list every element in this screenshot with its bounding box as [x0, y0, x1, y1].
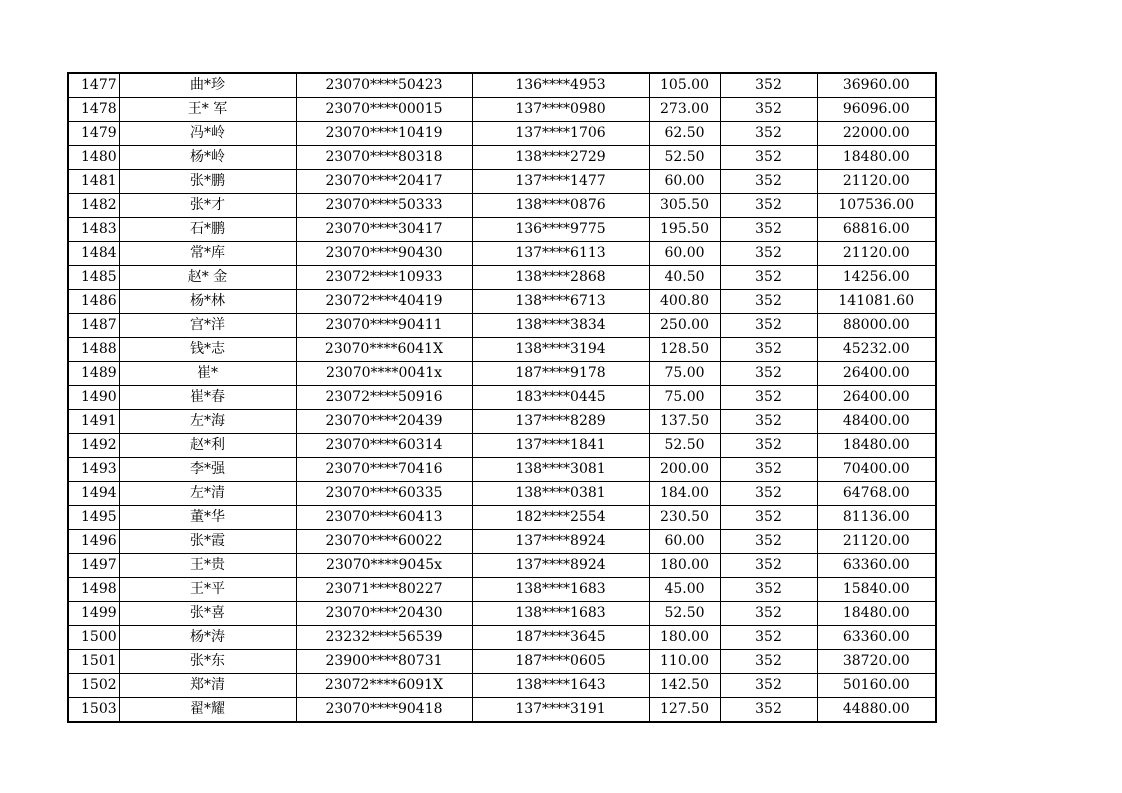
id-number-cell: 23232****56539 [296, 626, 472, 650]
phone-cell: 138****3834 [472, 314, 649, 338]
amount-cell: 21120.00 [817, 242, 936, 266]
row-number-cell: 1488 [68, 338, 119, 362]
id-number-cell: 23070****50423 [296, 73, 472, 98]
id-number-cell: 23070****60335 [296, 482, 472, 506]
rate-cell: 352 [720, 146, 817, 170]
id-number-cell: 23070****90430 [296, 242, 472, 266]
name-cell: 赵* 金 [119, 266, 296, 290]
name-cell: 郑*清 [119, 674, 296, 698]
area-cell: 110.00 [649, 650, 720, 674]
name-cell: 张*喜 [119, 602, 296, 626]
row-number-cell: 1491 [68, 410, 119, 434]
name-cell: 曲*珍 [119, 73, 296, 98]
row-number-cell: 1496 [68, 530, 119, 554]
rate-cell: 352 [720, 458, 817, 482]
name-cell: 张*东 [119, 650, 296, 674]
table-row [68, 218, 936, 242]
phone-cell: 137****8289 [472, 410, 649, 434]
id-number-cell: 23070****50333 [296, 194, 472, 218]
id-number-cell: 23070****80318 [296, 146, 472, 170]
rate-cell: 352 [720, 73, 817, 98]
phone-cell: 187****3645 [472, 626, 649, 650]
table-row [68, 242, 936, 266]
amount-cell: 22000.00 [817, 122, 936, 146]
id-number-cell: 23070****70416 [296, 458, 472, 482]
id-number-cell: 23070****20417 [296, 170, 472, 194]
area-cell: 184.00 [649, 482, 720, 506]
table-row [68, 578, 936, 602]
phone-cell: 187****0605 [472, 650, 649, 674]
table-body [68, 73, 936, 722]
row-number-cell: 1489 [68, 362, 119, 386]
phone-cell: 138****1683 [472, 578, 649, 602]
name-cell: 张*鹏 [119, 170, 296, 194]
name-cell: 张*霞 [119, 530, 296, 554]
amount-cell: 21120.00 [817, 170, 936, 194]
row-number-cell: 1502 [68, 674, 119, 698]
phone-cell: 136****4953 [472, 73, 649, 98]
amount-cell: 26400.00 [817, 386, 936, 410]
phone-cell: 138****2729 [472, 146, 649, 170]
name-cell: 杨*林 [119, 290, 296, 314]
rate-cell: 352 [720, 602, 817, 626]
row-number-cell: 1479 [68, 122, 119, 146]
area-cell: 200.00 [649, 458, 720, 482]
name-cell: 崔*春 [119, 386, 296, 410]
table-row [68, 410, 936, 434]
rate-cell: 352 [720, 194, 817, 218]
phone-cell: 138****0876 [472, 194, 649, 218]
amount-cell: 36960.00 [817, 73, 936, 98]
phone-cell: 137****1841 [472, 434, 649, 458]
row-number-cell: 1494 [68, 482, 119, 506]
name-cell: 冯*岭 [119, 122, 296, 146]
row-number-cell: 1492 [68, 434, 119, 458]
row-number-cell: 1503 [68, 698, 119, 723]
name-cell: 赵*利 [119, 434, 296, 458]
name-cell: 左*清 [119, 482, 296, 506]
row-number-cell: 1490 [68, 386, 119, 410]
rate-cell: 352 [720, 626, 817, 650]
area-cell: 250.00 [649, 314, 720, 338]
amount-cell: 107536.00 [817, 194, 936, 218]
amount-cell: 44880.00 [817, 698, 936, 723]
table-row [68, 314, 936, 338]
rate-cell: 352 [720, 122, 817, 146]
table-row [68, 434, 936, 458]
area-cell: 137.50 [649, 410, 720, 434]
rate-cell: 352 [720, 338, 817, 362]
data-table [67, 72, 937, 723]
row-number-cell: 1493 [68, 458, 119, 482]
table-row [68, 266, 936, 290]
id-number-cell: 23070****6041X [296, 338, 472, 362]
rate-cell: 352 [720, 530, 817, 554]
row-number-cell: 1478 [68, 98, 119, 122]
phone-cell: 137****8924 [472, 554, 649, 578]
phone-cell: 137****3191 [472, 698, 649, 723]
name-cell: 王*贵 [119, 554, 296, 578]
area-cell: 128.50 [649, 338, 720, 362]
table-row [68, 650, 936, 674]
phone-cell: 187****9178 [472, 362, 649, 386]
rate-cell: 352 [720, 674, 817, 698]
phone-cell: 137****8924 [472, 530, 649, 554]
area-cell: 195.50 [649, 218, 720, 242]
area-cell: 400.80 [649, 290, 720, 314]
phone-cell: 137****1706 [472, 122, 649, 146]
name-cell: 钱*志 [119, 338, 296, 362]
rate-cell: 352 [720, 650, 817, 674]
table-row [68, 482, 936, 506]
row-number-cell: 1497 [68, 554, 119, 578]
table-row [68, 73, 936, 98]
rate-cell: 352 [720, 314, 817, 338]
table-row [68, 602, 936, 626]
id-number-cell: 23072****40419 [296, 290, 472, 314]
rate-cell: 352 [720, 362, 817, 386]
amount-cell: 81136.00 [817, 506, 936, 530]
area-cell: 60.00 [649, 530, 720, 554]
row-number-cell: 1483 [68, 218, 119, 242]
id-number-cell: 23070****60314 [296, 434, 472, 458]
row-number-cell: 1487 [68, 314, 119, 338]
phone-cell: 138****1683 [472, 602, 649, 626]
phone-cell: 137****6113 [472, 242, 649, 266]
amount-cell: 18480.00 [817, 146, 936, 170]
rate-cell: 352 [720, 410, 817, 434]
area-cell: 45.00 [649, 578, 720, 602]
phone-cell: 138****2868 [472, 266, 649, 290]
row-number-cell: 1498 [68, 578, 119, 602]
rate-cell: 352 [720, 386, 817, 410]
id-number-cell: 23900****80731 [296, 650, 472, 674]
id-number-cell: 23070****20430 [296, 602, 472, 626]
id-number-cell: 23070****30417 [296, 218, 472, 242]
area-cell: 40.50 [649, 266, 720, 290]
name-cell: 李*强 [119, 458, 296, 482]
area-cell: 180.00 [649, 554, 720, 578]
row-number-cell: 1481 [68, 170, 119, 194]
table-row [68, 170, 936, 194]
id-number-cell: 23070****9045x [296, 554, 472, 578]
row-number-cell: 1485 [68, 266, 119, 290]
phone-cell: 138****3194 [472, 338, 649, 362]
name-cell: 杨*岭 [119, 146, 296, 170]
area-cell: 52.50 [649, 434, 720, 458]
amount-cell: 48400.00 [817, 410, 936, 434]
rate-cell: 352 [720, 434, 817, 458]
id-number-cell: 23070****10419 [296, 122, 472, 146]
rate-cell: 352 [720, 290, 817, 314]
rate-cell: 352 [720, 698, 817, 723]
area-cell: 75.00 [649, 386, 720, 410]
amount-cell: 68816.00 [817, 218, 936, 242]
rate-cell: 352 [720, 266, 817, 290]
amount-cell: 70400.00 [817, 458, 936, 482]
name-cell: 常*库 [119, 242, 296, 266]
amount-cell: 64768.00 [817, 482, 936, 506]
table-row [68, 362, 936, 386]
id-number-cell: 23070****60413 [296, 506, 472, 530]
name-cell: 董*华 [119, 506, 296, 530]
amount-cell: 63360.00 [817, 554, 936, 578]
table-row [68, 338, 936, 362]
table-row [68, 674, 936, 698]
table-row [68, 386, 936, 410]
rate-cell: 352 [720, 98, 817, 122]
table-row [68, 290, 936, 314]
area-cell: 142.50 [649, 674, 720, 698]
row-number-cell: 1499 [68, 602, 119, 626]
area-cell: 105.00 [649, 73, 720, 98]
phone-cell: 183****0445 [472, 386, 649, 410]
amount-cell: 50160.00 [817, 674, 936, 698]
row-number-cell: 1495 [68, 506, 119, 530]
amount-cell: 18480.00 [817, 434, 936, 458]
name-cell: 张*才 [119, 194, 296, 218]
rate-cell: 352 [720, 578, 817, 602]
area-cell: 127.50 [649, 698, 720, 723]
area-cell: 52.50 [649, 146, 720, 170]
amount-cell: 38720.00 [817, 650, 936, 674]
phone-cell: 137****0980 [472, 98, 649, 122]
phone-cell: 138****6713 [472, 290, 649, 314]
name-cell: 王*平 [119, 578, 296, 602]
area-cell: 60.00 [649, 170, 720, 194]
amount-cell: 96096.00 [817, 98, 936, 122]
id-number-cell: 23070****90418 [296, 698, 472, 723]
id-number-cell: 23072****6091X [296, 674, 472, 698]
id-number-cell: 23070****20439 [296, 410, 472, 434]
amount-cell: 18480.00 [817, 602, 936, 626]
id-number-cell: 23070****60022 [296, 530, 472, 554]
amount-cell: 141081.60 [817, 290, 936, 314]
table-row [68, 626, 936, 650]
table-row [68, 146, 936, 170]
table-row [68, 122, 936, 146]
amount-cell: 21120.00 [817, 530, 936, 554]
area-cell: 305.50 [649, 194, 720, 218]
rate-cell: 352 [720, 218, 817, 242]
id-number-cell: 23070****0041x [296, 362, 472, 386]
amount-cell: 15840.00 [817, 578, 936, 602]
name-cell: 石*鹏 [119, 218, 296, 242]
amount-cell: 14256.00 [817, 266, 936, 290]
area-cell: 180.00 [649, 626, 720, 650]
id-number-cell: 23070****90411 [296, 314, 472, 338]
phone-cell: 138****1643 [472, 674, 649, 698]
row-number-cell: 1477 [68, 73, 119, 98]
amount-cell: 63360.00 [817, 626, 936, 650]
area-cell: 75.00 [649, 362, 720, 386]
row-number-cell: 1486 [68, 290, 119, 314]
rate-cell: 352 [720, 482, 817, 506]
row-number-cell: 1480 [68, 146, 119, 170]
table-row [68, 458, 936, 482]
name-cell: 杨*涛 [119, 626, 296, 650]
phone-cell: 138****0381 [472, 482, 649, 506]
id-number-cell: 23072****50916 [296, 386, 472, 410]
id-number-cell: 23070****00015 [296, 98, 472, 122]
rate-cell: 352 [720, 170, 817, 194]
table-row [68, 98, 936, 122]
rate-cell: 352 [720, 506, 817, 530]
row-number-cell: 1500 [68, 626, 119, 650]
row-number-cell: 1501 [68, 650, 119, 674]
name-cell: 翟*耀 [119, 698, 296, 723]
phone-cell: 138****3081 [472, 458, 649, 482]
name-cell: 宫*洋 [119, 314, 296, 338]
phone-cell: 136****9775 [472, 218, 649, 242]
row-number-cell: 1484 [68, 242, 119, 266]
amount-cell: 26400.00 [817, 362, 936, 386]
table-row [68, 698, 936, 723]
id-number-cell: 23071****80227 [296, 578, 472, 602]
rate-cell: 352 [720, 554, 817, 578]
phone-cell: 137****1477 [472, 170, 649, 194]
area-cell: 230.50 [649, 506, 720, 530]
table-row [68, 506, 936, 530]
amount-cell: 88000.00 [817, 314, 936, 338]
area-cell: 62.50 [649, 122, 720, 146]
phone-cell: 182****2554 [472, 506, 649, 530]
table-row [68, 554, 936, 578]
area-cell: 60.00 [649, 242, 720, 266]
table-row [68, 530, 936, 554]
id-number-cell: 23072****10933 [296, 266, 472, 290]
area-cell: 273.00 [649, 98, 720, 122]
rate-cell: 352 [720, 242, 817, 266]
name-cell: 左*海 [119, 410, 296, 434]
table-row [68, 194, 936, 218]
amount-cell: 45232.00 [817, 338, 936, 362]
name-cell: 王* 军 [119, 98, 296, 122]
name-cell: 崔* [119, 362, 296, 386]
area-cell: 52.50 [649, 602, 720, 626]
row-number-cell: 1482 [68, 194, 119, 218]
